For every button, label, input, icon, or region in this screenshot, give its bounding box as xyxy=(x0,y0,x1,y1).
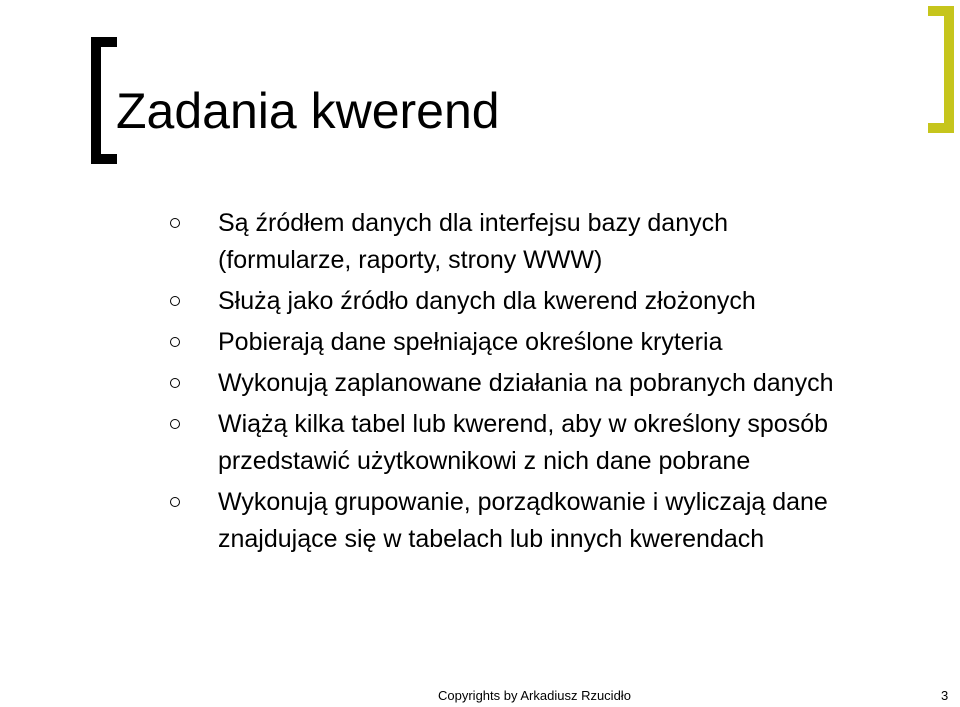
hollow-circle-icon xyxy=(170,218,180,228)
bullet-text-line: Pobierają dane spełniające określone kryteria xyxy=(218,328,723,356)
slide-title: Zadania kwerend xyxy=(116,83,500,139)
footer-copyright: Copyrights by Arkadiusz Rzucidło xyxy=(438,688,631,703)
left-bracket-decoration xyxy=(91,37,117,164)
bullet-text-line: Są źródłem danych dla interfejsu bazy danych xyxy=(218,209,729,237)
hollow-circle-icon xyxy=(170,419,180,429)
hollow-circle-icon xyxy=(170,497,180,507)
hollow-circle-icon xyxy=(170,378,180,388)
hollow-circle-icon xyxy=(170,296,180,306)
bullet-item-join-tables xyxy=(170,406,940,480)
bullet-text-line: Wykonują zaplanowane działania na pobranych danych xyxy=(218,369,834,397)
bullet-item-data-source xyxy=(170,205,940,279)
bullet-text-line: Wiążą kilka tabel lub kwerend, aby w określony sposób xyxy=(218,410,829,438)
page-number: 3 xyxy=(941,688,949,703)
bullet-item-criteria xyxy=(170,324,940,361)
hollow-circle-icon xyxy=(170,337,180,347)
bullet-text-line: Służą jako źródło danych dla kwerend złożonych xyxy=(218,287,756,315)
right-bracket-decoration xyxy=(928,6,954,133)
bullet-text-line: przedstawić użytkownikowi z nich dane pobrane xyxy=(218,447,751,475)
bullet-list xyxy=(170,205,940,562)
bullet-text-line: znajdujące się w tabelach lub innych kwerendach xyxy=(218,525,765,553)
bullet-text-line: Wykonują grupowanie, porządkowanie i wyliczają dane xyxy=(218,488,828,516)
bullet-item-complex-queries xyxy=(170,283,940,320)
bullet-item-grouping xyxy=(170,484,940,558)
bullet-item-scheduled-actions xyxy=(170,365,940,402)
bullet-text-line: (formularze, raporty, strony WWW) xyxy=(218,246,603,274)
